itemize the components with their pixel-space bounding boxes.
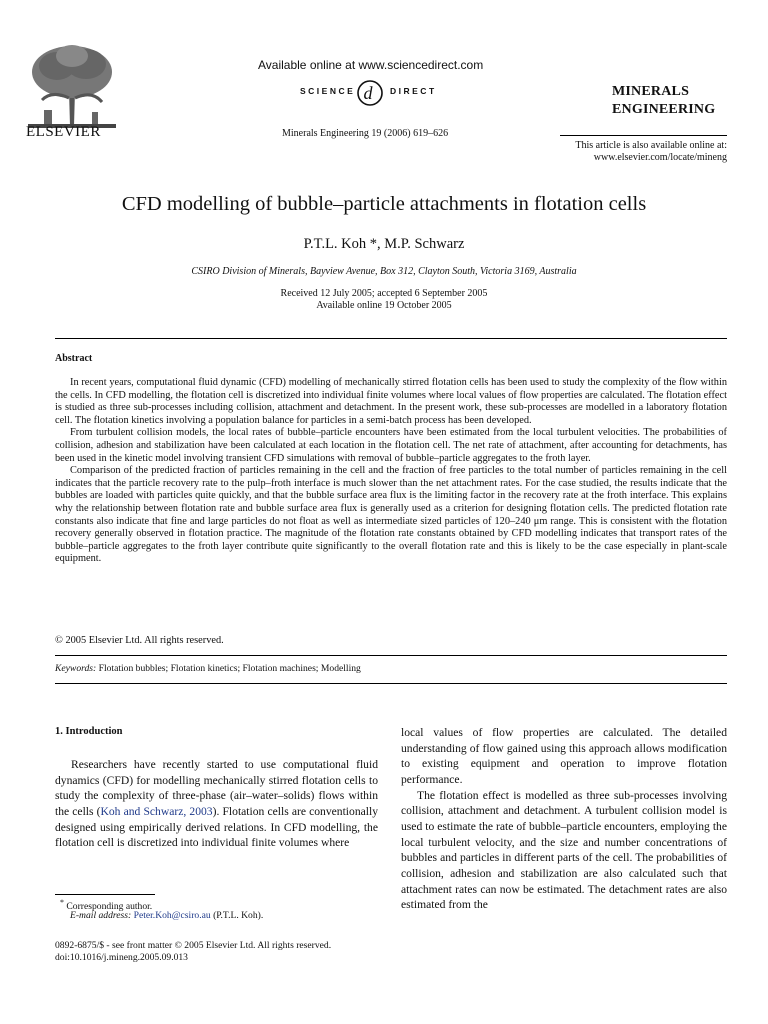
issn-line: 0892-6875/$ - see front matter © 2005 Elsevier Ltd. All rights reserved. [55,940,332,951]
email-label: E-mail address: [70,910,132,921]
section-heading: 1. Introduction [55,726,123,737]
received-dates: Received 12 July 2005; accepted 6 September 2005 [280,288,488,299]
journal-name [612,83,715,119]
keywords-line [55,663,361,674]
body-text: Researchers have recently started to use computational fluid dynamics (CFD) for modelling mechanically stirred flotation cells to study the complexity of three-phase (air–water–solids) flows within the cells ( [55,758,378,818]
doi-line[interactable]: doi:10.1016/j.mineng.2005.09.013 [55,952,188,963]
journal-citation: Minerals Engineering 19 (2006) 619–626 [282,128,449,139]
author-affiliation: CSIRO Division of Minerals, Bayview Avenue, Box 312, Clayton South, Victoria 3169, Australia [191,266,577,277]
keywords-divider [55,683,727,684]
svg-text:d: d [363,83,373,103]
body-paragraph [55,757,378,851]
body-text: ). Flotation cells are conventionally designed using empirically derived relations. In CFD modelling, the flotation cell is discretized into individual finite volumes where [55,804,378,850]
article-authors[interactable]: P.T.L. Koh *, M.P. Schwarz [303,236,465,252]
copyright-notice: © 2005 Elsevier Ltd. All rights reserved. [55,635,224,646]
elsevier-tree-icon [22,40,122,130]
header-divider [560,135,727,136]
abstract-paragraph: Comparison of the predicted fraction of particles remaining in the cell and the fraction of free particles to the total number of particles remaining in the cell indicates that the particle recovery rate to the pulp–froth interface is much slower than the net attachment rates. For the case studied, the results indicate that the bubbles are loaded with particles quite quickly, and that the bubble surface area flux is the limiting factor in the recovery rate at the froth interface. This explains why the relationship between flotation rate and bubble surface area flux is generally used as a criterion for designing flotation cells. The predicted flotation rate constants also indicate that fine and large particles do not float as well as intermediate sized particles of 120–240 μm range. This is consistent with the flotation recovery generally observed in flotation practice. The magnitude of the flotation rate constants obtained by CFD modelling indicates that transport rates of the bubble–particle aggregates to the froth layer contribute quite significantly to the overall flotation rate and this is likely to be the case especially in plant-scale equipment. [55,465,727,565]
also-available-url[interactable]: www.elsevier.com/locate/mineng [593,152,727,163]
journal-name-line2: ENGINEERING [612,102,716,117]
sciencedirect-right-text: DIRECT [390,86,437,96]
also-available-line1: This article is also available online at: [575,140,727,151]
citation-link[interactable]: Koh and Schwarz, 2003 [100,804,213,818]
right-column [401,725,727,913]
footnote-text: Corresponding author. [66,901,153,913]
article-title: CFD modelling of bubble–particle attachments in flotation cells [121,193,647,215]
abstract-heading: Abstract [55,353,93,364]
body-paragraph: local values of flow properties are calculated. The detailed understanding of flow gained using this approach allows modification to existing equipment and operation to improve flotation performance. [401,726,727,786]
abstract-divider [55,655,727,656]
title-divider [55,338,727,339]
footnote-divider [55,894,155,895]
keywords-label: Keywords: [55,663,97,674]
email-suffix: (P.T.L. Koh). [213,910,264,921]
sciencedirect-left-text: SCIENCE [300,86,356,96]
online-date: Available online 19 October 2005 [316,300,452,311]
available-online-text[interactable]: Available online at www.sciencedirect.com [258,58,484,72]
publisher-name: ELSEVIER [26,124,101,140]
journal-name-line1: MINERALS [612,84,690,99]
left-column [55,757,378,851]
footnote-marker: * [60,898,64,907]
also-available-note [560,140,727,164]
footnote-email [70,910,263,921]
abstract-paragraph: From turbulent collision models, the local rates of bubble–particle encounters have been estimated from the local turbulent velocities. The probabilities of collision, adhesion and stabilization have been calculated at each location in the flotation cell. The net rate of attachment, after accounting for detachments, has been used in the kinetic model involving transient CFD simulations with removal of bubble–particle aggregates to the froth layer. [55,427,727,464]
body-paragraph: The flotation effect is modelled as three sub-processes involving collision, attachment and detachment. A turbulent collision model is used to estimate the rate of bubble–particle encounters, employing the local turbulent velocity, and the size and number concentrations of bubbles and particles in different parts of the cell. The probabilities of collision, adhesion and stabilization are also calculated such that attachment rates can now be estimated. The detachment rates are also estimated from the [401,788,727,912]
email-link[interactable]: Peter.Koh@csiro.au [133,910,211,921]
abstract-paragraph: In recent years, computational fluid dynamic (CFD) modelling of mechanically stirred flotation cells has been used to study the complexity of the flow within the cells. In CFD modelling, the flotation cell is discretized into individual finite volumes where local values of flow properties are calculated. The flotation effect is studied as three sub-processes including collision, attachment and detachment. In the present work, these sub-processes are modelled in a laboratory flotation cell. The flotation kinetics involving a population balance for particles in a semi-batch process has been developed. [55,377,727,426]
abstract-body [55,377,727,566]
keywords-text: Flotation bubbles; Flotation kinetics; Flotation machines; Modelling [98,663,361,674]
